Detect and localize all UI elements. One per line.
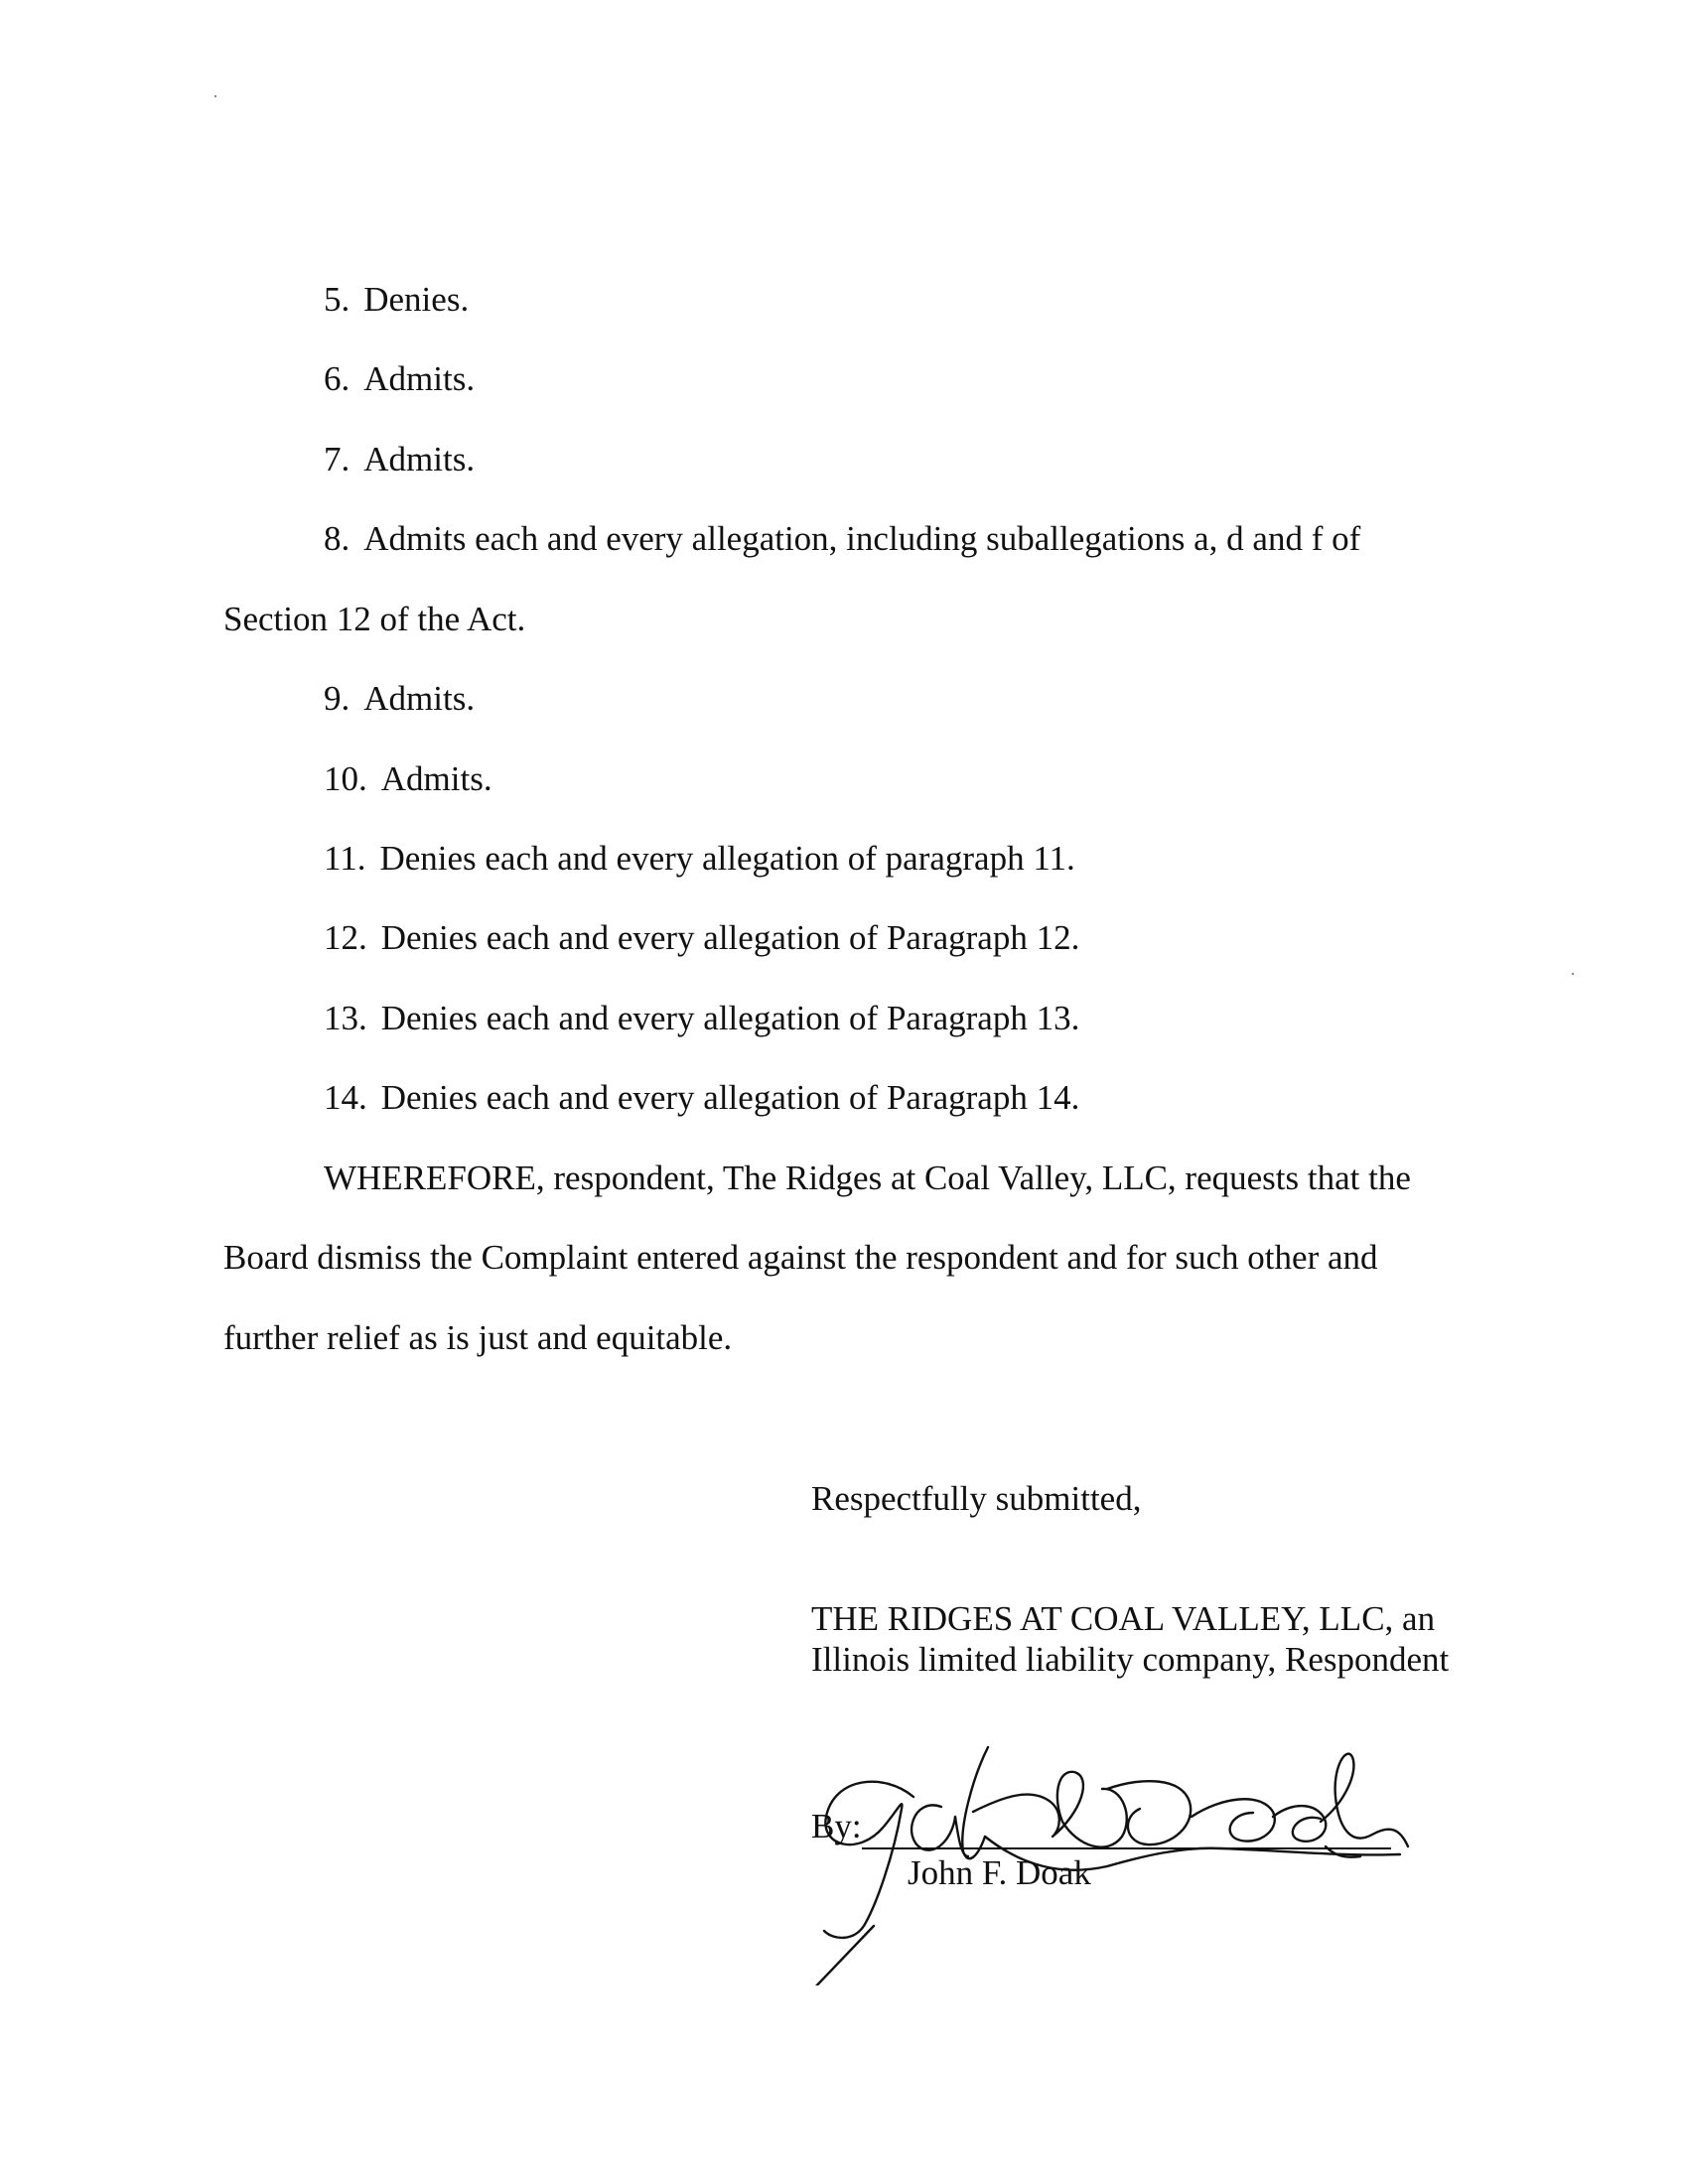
- response-text: Admits.: [363, 440, 476, 478]
- response-number: 11.: [324, 839, 366, 878]
- response-number: 12.: [324, 918, 367, 957]
- response-text: Admits.: [363, 359, 476, 398]
- handwritten-signature: [765, 1717, 1479, 1985]
- response-item-14: [324, 1078, 1079, 1118]
- signer-name: John F. Doak: [908, 1853, 1091, 1892]
- response-text: Admits.: [380, 759, 492, 798]
- by-label: By:: [811, 1807, 862, 1845]
- response-text: Denies each and every allegation of Paragraph 12.: [380, 918, 1080, 957]
- response-number: 5.: [324, 280, 351, 319]
- response-number: 7.: [324, 440, 351, 478]
- wherefore-line-2: Board dismiss the Complaint entered against the respondent and for such other and: [223, 1238, 1378, 1277]
- respondent-party-block: [811, 1598, 1449, 1680]
- response-item-5: [324, 280, 469, 320]
- response-item-6: [324, 359, 475, 399]
- response-item-12: [324, 918, 1079, 958]
- response-text: Denies.: [363, 280, 470, 319]
- wherefore-line-1: WHEREFORE, respondent, The Ridges at Coal Valley, LLC, requests that the: [324, 1159, 1411, 1197]
- response-continuation-text: Section 12 of the Act.: [223, 600, 526, 638]
- response-item-7: [324, 440, 475, 479]
- response-text: Denies each and every allegation of Paragraph 13.: [380, 999, 1080, 1037]
- response-number: 8.: [324, 519, 351, 558]
- response-number: 10.: [324, 759, 367, 798]
- scan-speck: [214, 95, 216, 97]
- response-text: Admits.: [363, 679, 476, 718]
- response-item-10: [324, 759, 492, 799]
- wherefore-line-3: further relief as is just and equitable.: [223, 1318, 733, 1357]
- response-item-8-continuation: [223, 600, 525, 639]
- party-line-2: Illinois limited liability company, Respondent: [811, 1640, 1450, 1679]
- closing-salutation: Respectfully submitted,: [811, 1479, 1142, 1518]
- response-item-9: [324, 679, 475, 719]
- response-number: 6.: [324, 359, 351, 398]
- scan-speck: [1572, 973, 1574, 975]
- response-item-11: [324, 839, 1075, 879]
- response-text: Admits each and every allegation, including suballegations a, d and f of: [363, 519, 1361, 558]
- response-number: 9.: [324, 679, 351, 718]
- party-line-1: THE RIDGES AT COAL VALLEY, LLC, an: [811, 1599, 1436, 1638]
- response-item-13: [324, 999, 1079, 1038]
- response-text: Denies each and every allegation of paragraph 11.: [379, 839, 1075, 878]
- response-item-8: [324, 519, 1360, 559]
- response-text: Denies each and every allegation of Paragraph 14.: [380, 1078, 1080, 1117]
- response-number: 14.: [324, 1078, 367, 1117]
- response-number: 13.: [324, 999, 367, 1037]
